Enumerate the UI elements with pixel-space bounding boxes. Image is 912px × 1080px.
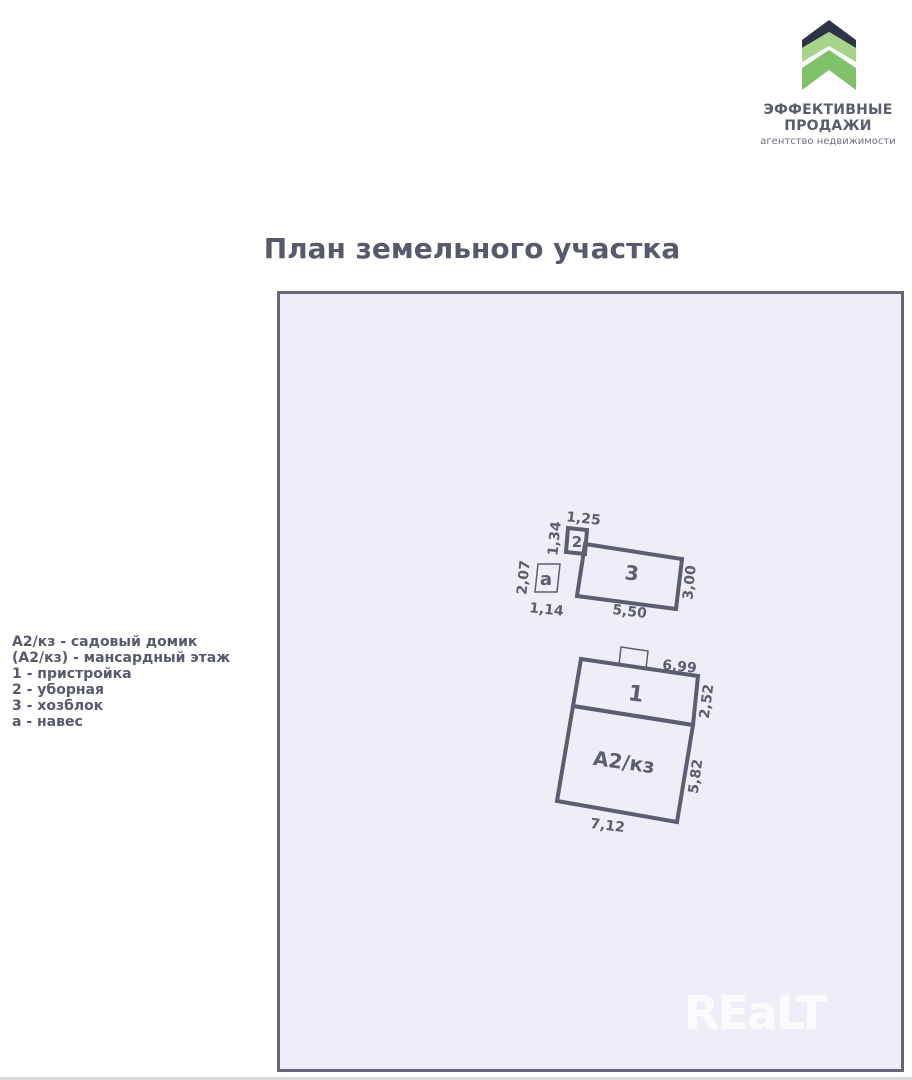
building-label: А2/кз <box>591 745 657 779</box>
legend-item: 3 - хозблок <box>12 698 104 714</box>
dimension-label: 1,14 <box>528 600 565 620</box>
plan-drawing <box>277 291 904 1072</box>
dimension-label: 6,99 <box>661 657 698 677</box>
dimension-label: 1,34 <box>545 520 565 557</box>
building-label: 1 <box>626 681 646 709</box>
logo-brand-line1: ЭФФЕКТИВНЫЕ <box>763 102 893 118</box>
building-label: 3 <box>623 560 641 586</box>
agency-logo <box>752 18 904 153</box>
dimension-label: 5,82 <box>685 758 707 795</box>
legend-item: 1 - пристройка <box>12 666 132 682</box>
dimension-label: 5,50 <box>611 601 648 623</box>
legend-item: А2/кз - садовый домик <box>12 634 198 650</box>
dimension-label: 7,12 <box>589 815 626 837</box>
land-plot-plan <box>277 291 904 1072</box>
legend-item: а - навес <box>12 714 83 730</box>
building-label: 2 <box>571 533 583 551</box>
dimension-label: 2,52 <box>696 683 718 720</box>
page-title: План земельного участка <box>263 232 681 265</box>
building-label: а <box>539 569 553 590</box>
house-chevron-icon <box>794 18 864 96</box>
legend <box>12 634 274 730</box>
logo-brand-line2: ПРОДАЖИ <box>784 118 872 134</box>
dimension-label: 1,25 <box>565 509 602 529</box>
legend-item: 2 - уборная <box>12 682 104 698</box>
realt-watermark: REaLT <box>684 986 825 1040</box>
dimension-label: 2,07 <box>514 559 534 596</box>
logo-tagline: агентство недвижимости <box>760 136 896 147</box>
plot-boundary <box>279 293 903 1071</box>
legend-item: (А2/кз) - мансардный этаж <box>12 650 231 666</box>
dimension-label: 3,00 <box>680 564 700 601</box>
